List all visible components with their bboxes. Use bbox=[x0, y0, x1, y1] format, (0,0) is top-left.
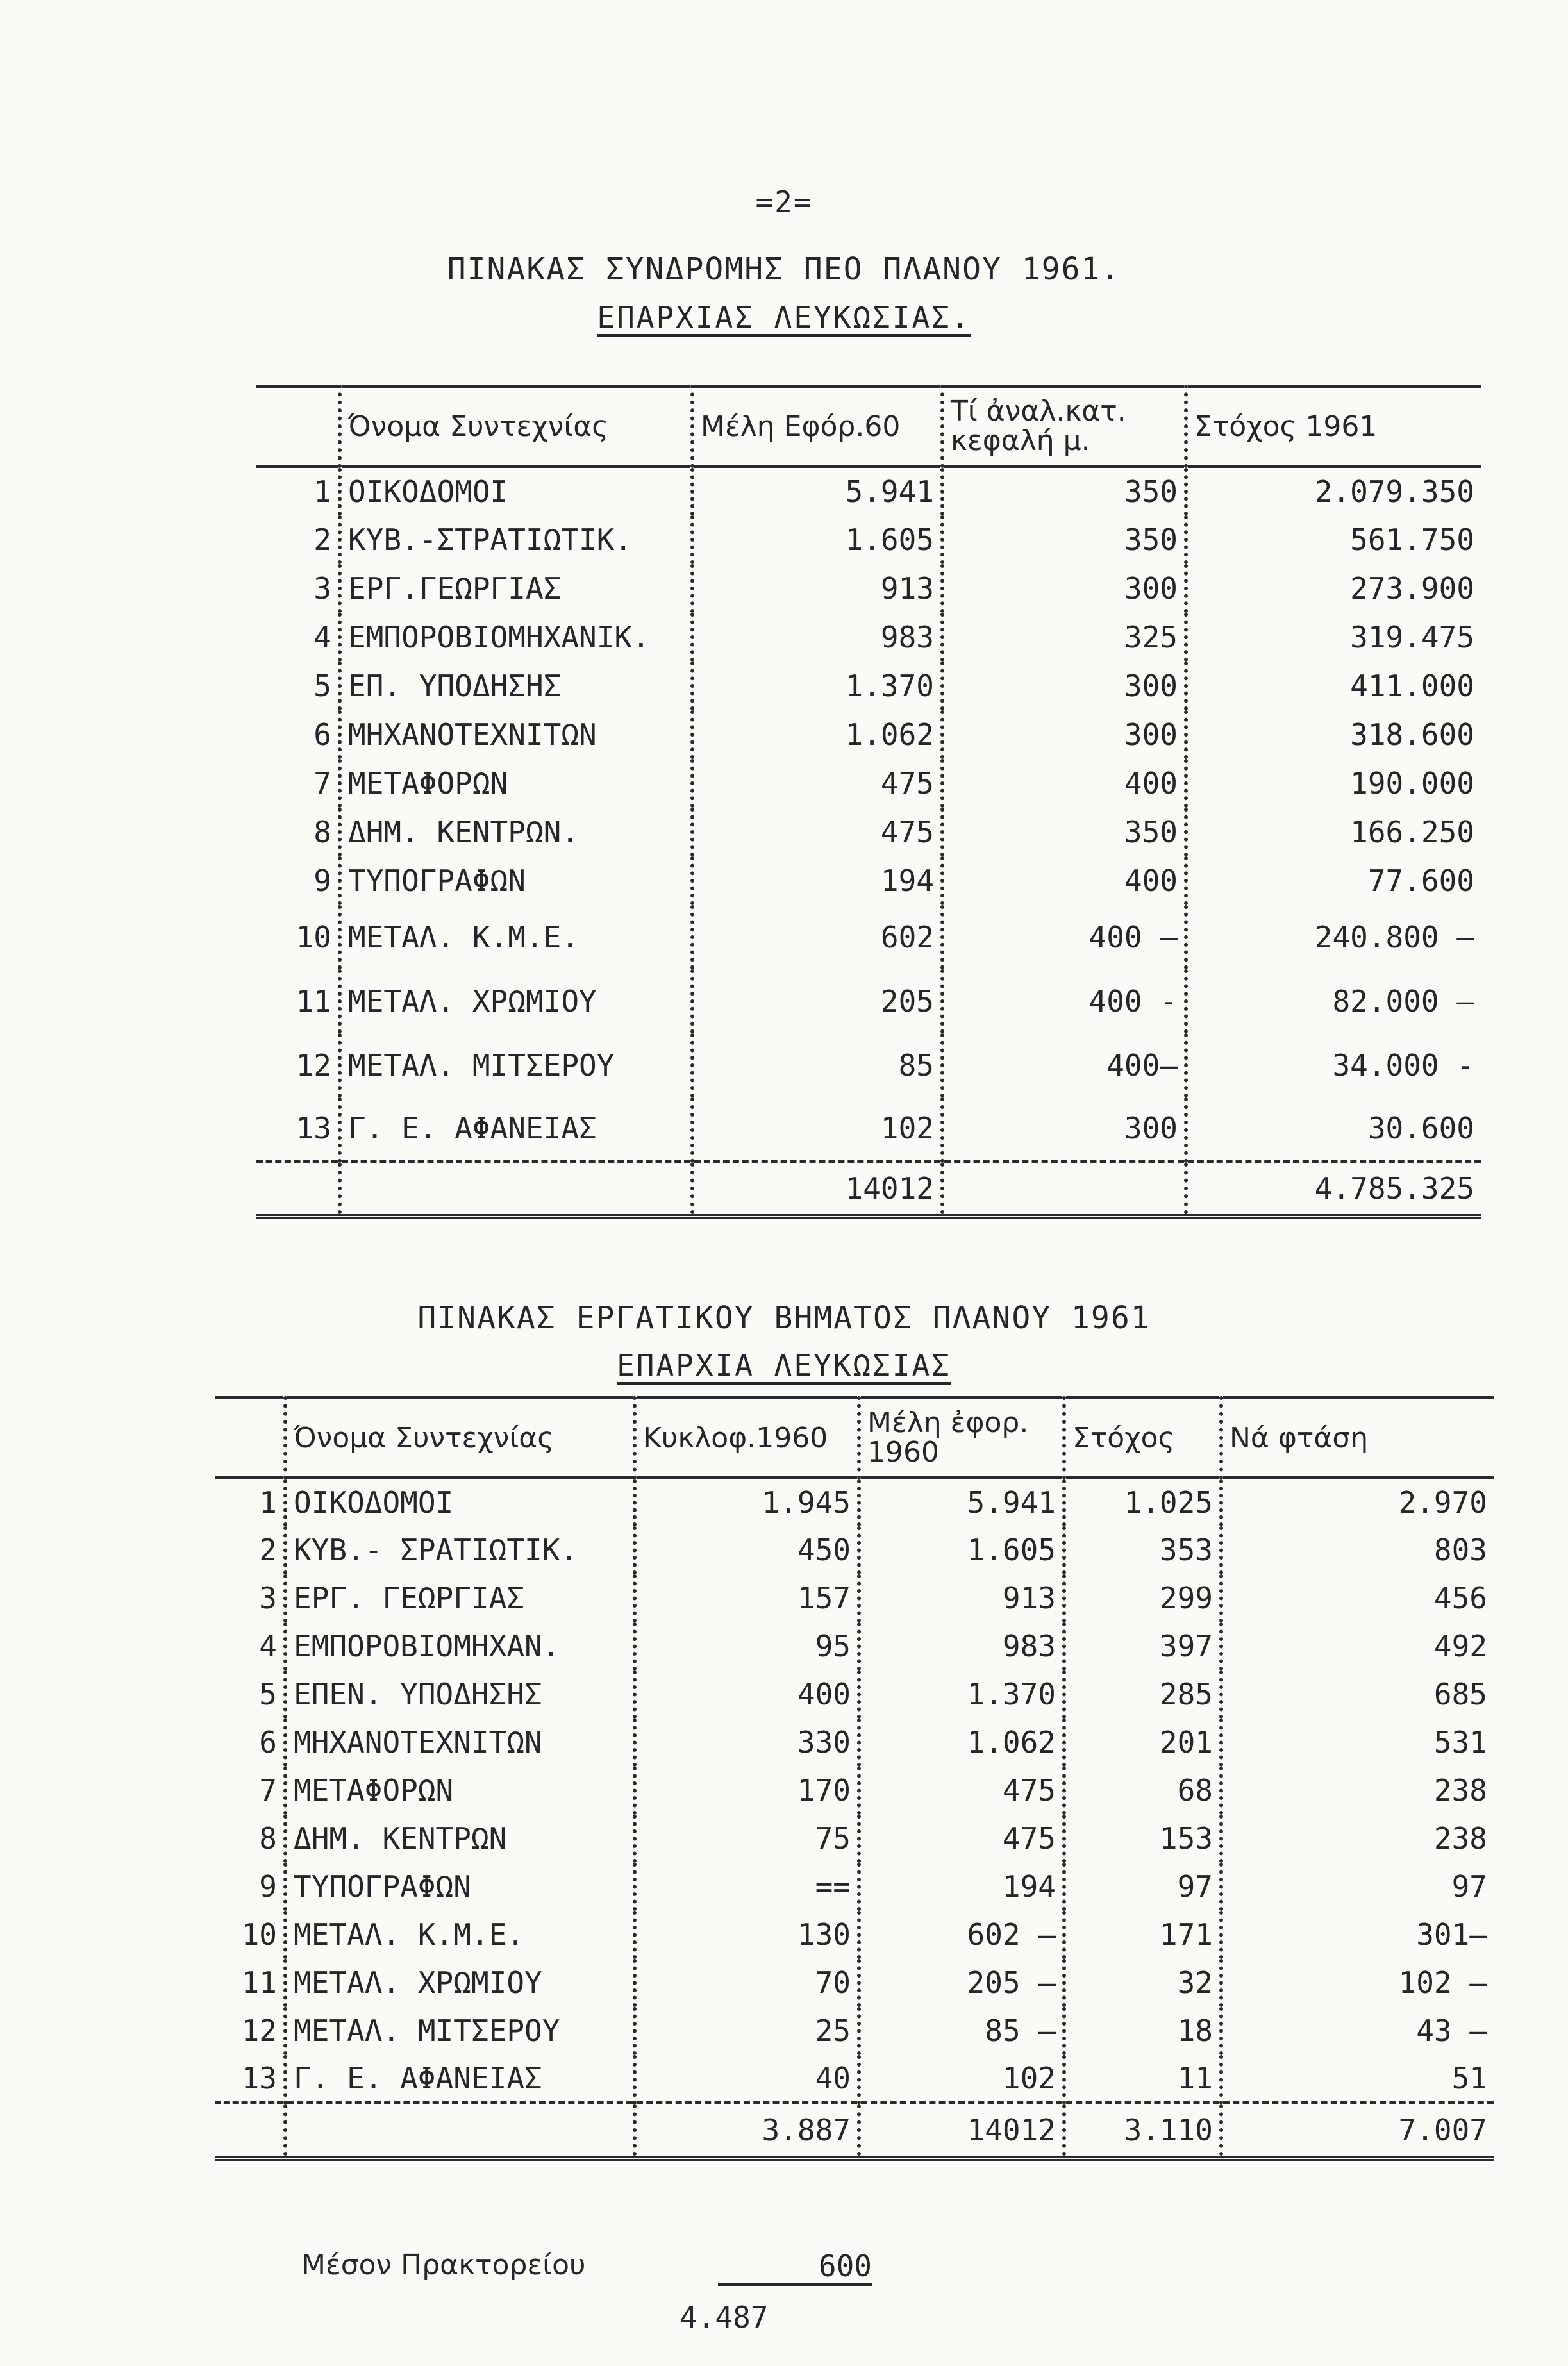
row-reach: 238 bbox=[1221, 1767, 1494, 1815]
row-no: 6 bbox=[313, 717, 331, 752]
row-no: 12 bbox=[296, 1047, 331, 1083]
row-members: 205 bbox=[692, 969, 942, 1033]
table-row bbox=[256, 1097, 1481, 1162]
row-reach: 51 bbox=[1221, 2055, 1494, 2103]
table-row bbox=[215, 2055, 1494, 2103]
row-circulation: 1.945 bbox=[635, 1478, 859, 1526]
row-reach: 301— bbox=[1221, 1911, 1494, 1959]
table-header-row bbox=[256, 387, 1481, 467]
row-target: 319.475 bbox=[1186, 613, 1481, 662]
row-reach: 685 bbox=[1221, 1670, 1494, 1719]
row-target: 166.250 bbox=[1186, 808, 1481, 856]
row-name: ΕΠ. ΥΠΟΔΗΣΗΣ bbox=[340, 662, 692, 710]
row-members: 475 bbox=[692, 759, 942, 808]
row-target: 171 bbox=[1064, 1911, 1221, 1959]
row-per-head: 400— bbox=[942, 1033, 1186, 1097]
row-target: 190.000 bbox=[1186, 759, 1481, 808]
total-members: 14012 bbox=[859, 2103, 1064, 2159]
header-reach: Νά φτάση bbox=[1221, 1398, 1494, 1478]
row-no: 3 bbox=[259, 1581, 277, 1615]
row-members: 102 bbox=[692, 1097, 942, 1162]
table-row bbox=[215, 1815, 1494, 1863]
row-name: ΔΗΜ. ΚΕΝΤΡΩΝ. bbox=[340, 808, 692, 856]
row-members: 475 bbox=[692, 808, 942, 856]
table1-title: ΠΙΝΑΚΑΣ ΣΥΝΔΡΟΜΗΣ ΠΕΟ ΠΛΑΝΟΥ 1961. bbox=[447, 251, 1121, 287]
row-members: 983 bbox=[692, 613, 942, 662]
row-no: 4 bbox=[313, 619, 331, 654]
row-circulation: 95 bbox=[635, 1622, 859, 1670]
table-row bbox=[256, 467, 1481, 515]
row-target: 240.800 — bbox=[1186, 905, 1481, 969]
row-members: 1.605 bbox=[859, 1526, 1064, 1574]
row-name: ΔΗΜ. ΚΕΝΤΡΩΝ bbox=[285, 1815, 635, 1863]
table-row bbox=[215, 1526, 1494, 1574]
row-name: ΜΕΤΑΦΟΡΩΝ bbox=[285, 1767, 635, 1815]
row-per-head: 300 bbox=[942, 1097, 1186, 1162]
row-circulation: 400 bbox=[635, 1670, 859, 1719]
row-members: 602 — bbox=[859, 1911, 1064, 1959]
row-members: 1.605 bbox=[692, 515, 942, 564]
table-row bbox=[215, 1767, 1494, 1815]
row-no: 9 bbox=[259, 1869, 277, 1904]
row-name: ΜΕΤΑΛ. ΜΙΤΣΕΡΟΥ bbox=[285, 2007, 635, 2055]
table-row bbox=[215, 1478, 1494, 1526]
row-members: 475 bbox=[859, 1815, 1064, 1863]
table-row bbox=[215, 1911, 1494, 1959]
row-circulation: 157 bbox=[635, 1574, 859, 1622]
row-reach: 102 — bbox=[1221, 1959, 1494, 2007]
row-name: ΚΥΒ.-ΣΤΡΑΤΙΩΤΙΚ. bbox=[340, 515, 692, 564]
header-members: Μέλη Εφόρ.60 bbox=[692, 387, 942, 467]
row-target: 273.900 bbox=[1186, 564, 1481, 613]
row-per-head: 350 bbox=[942, 515, 1186, 564]
table2-subtitle-wrap bbox=[0, 1348, 1568, 1383]
row-per-head: 325 bbox=[942, 613, 1186, 662]
row-name: ΕΡΓ.ΓΕΩΡΓΙΑΣ bbox=[340, 564, 692, 613]
row-circulation: == bbox=[635, 1863, 859, 1911]
row-name: ΜΕΤΑΛ. ΜΙΤΣΕΡΟΥ bbox=[340, 1033, 692, 1097]
row-no: 1 bbox=[313, 474, 331, 509]
total-blank bbox=[285, 2103, 635, 2159]
row-no: 10 bbox=[241, 1917, 277, 1952]
row-reach: 456 bbox=[1221, 1574, 1494, 1622]
total-blank bbox=[340, 1162, 692, 1217]
row-members: 1.370 bbox=[692, 662, 942, 710]
row-per-head: 300 bbox=[942, 564, 1186, 613]
row-per-head: 400 — bbox=[942, 905, 1186, 969]
row-circulation: 75 bbox=[635, 1815, 859, 1863]
row-target: 1.025 bbox=[1064, 1478, 1221, 1526]
row-per-head: 300 bbox=[942, 710, 1186, 759]
row-target: 153 bbox=[1064, 1815, 1221, 1863]
table-row bbox=[215, 1622, 1494, 1670]
header-name: Όνομα Συντεχνίας bbox=[340, 387, 692, 467]
totals-row bbox=[256, 1162, 1481, 1217]
row-reach: 531 bbox=[1221, 1719, 1494, 1767]
row-members: 85 — bbox=[859, 2007, 1064, 2055]
row-target: 2.079.350 bbox=[1186, 467, 1481, 515]
row-target: 30.600 bbox=[1186, 1097, 1481, 1162]
row-circulation: 40 bbox=[635, 2055, 859, 2103]
table-row bbox=[215, 1863, 1494, 1911]
row-members: 913 bbox=[692, 564, 942, 613]
row-no: 11 bbox=[241, 1965, 277, 2000]
row-target: 397 bbox=[1064, 1622, 1221, 1670]
row-reach: 803 bbox=[1221, 1526, 1494, 1574]
row-target: 77.600 bbox=[1186, 856, 1481, 905]
table-row bbox=[256, 613, 1481, 662]
row-no: 12 bbox=[241, 2013, 277, 2048]
row-no: 4 bbox=[259, 1629, 277, 1663]
header-target: Στόχος 1961 bbox=[1186, 387, 1481, 467]
row-name: Γ. Ε. ΑΦΑΝΕΙΑΣ bbox=[340, 1097, 692, 1162]
row-name: ΜΕΤΑΛ. Κ.Μ.Ε. bbox=[340, 905, 692, 969]
row-members: 475 bbox=[859, 1767, 1064, 1815]
row-target: 299 bbox=[1064, 1574, 1221, 1622]
table-row bbox=[256, 905, 1481, 969]
row-target: 411.000 bbox=[1186, 662, 1481, 710]
row-name: ΜΗΧΑΝΟΤΕΧΝΙΤΩΝ bbox=[340, 710, 692, 759]
row-no: 1 bbox=[259, 1485, 277, 1520]
row-members: 85 bbox=[692, 1033, 942, 1097]
header-members: Μέλη ἐφορ. 1960 bbox=[859, 1398, 1064, 1478]
row-no: 8 bbox=[313, 814, 331, 849]
row-reach: 238 bbox=[1221, 1815, 1494, 1863]
row-target: 201 bbox=[1064, 1719, 1221, 1767]
row-members: 913 bbox=[859, 1574, 1064, 1622]
row-name: ΜΕΤΑΦΟΡΩΝ bbox=[340, 759, 692, 808]
row-no: 2 bbox=[259, 1533, 277, 1567]
row-target: 318.600 bbox=[1186, 710, 1481, 759]
row-target: 82.000 — bbox=[1186, 969, 1481, 1033]
row-target: 32 bbox=[1064, 1959, 1221, 2007]
table-row bbox=[256, 564, 1481, 613]
row-circulation: 330 bbox=[635, 1719, 859, 1767]
row-per-head: 300 bbox=[942, 662, 1186, 710]
row-members: 205 — bbox=[859, 1959, 1064, 2007]
office-value: 600 bbox=[718, 2249, 872, 2286]
row-circulation: 25 bbox=[635, 2007, 859, 2055]
table1-subtitle: ΕΠΑΡΧΙΑΣ ΛΕΥΚΩΣΙΑΣ. bbox=[597, 300, 971, 335]
row-target: 18 bbox=[1064, 2007, 1221, 2055]
total-blank bbox=[256, 1162, 340, 1217]
row-target: 34.000 - bbox=[1186, 1033, 1481, 1097]
row-no: 6 bbox=[259, 1725, 277, 1760]
table2-subtitle: ΕΠΑΡΧΙΑ ΛΕΥΚΩΣΙΑΣ bbox=[617, 1348, 951, 1383]
page-number: =2= bbox=[755, 185, 813, 219]
row-members: 102 bbox=[859, 2055, 1064, 2103]
total-circulation: 3.887 bbox=[635, 2103, 859, 2159]
row-circulation: 450 bbox=[635, 1526, 859, 1574]
row-name: ΤΥΠΟΓΡΑΦΩΝ bbox=[340, 856, 692, 905]
table-row bbox=[256, 662, 1481, 710]
row-reach: 492 bbox=[1221, 1622, 1494, 1670]
row-name: ΚΥΒ.- ΣΡΑΤΙΩΤΙΚ. bbox=[285, 1526, 635, 1574]
total-members: 14012 bbox=[692, 1162, 942, 1217]
row-members: 1.062 bbox=[859, 1719, 1064, 1767]
row-members: 1.370 bbox=[859, 1670, 1064, 1719]
row-name: ΜΕΤΑΛ. ΧΡΩΜΙΟΥ bbox=[285, 1959, 635, 2007]
header-name: Όνομα Συντεχνίας bbox=[285, 1398, 635, 1478]
office-label: Μέσον Πρακτορείου bbox=[301, 2249, 586, 2281]
total-target: 3.110 bbox=[1064, 2103, 1221, 2159]
row-name: ΜΕΤΑΛ. Κ.Μ.Ε. bbox=[285, 1911, 635, 1959]
row-name: ΜΗΧΑΝΟΤΕΧΝΙΤΩΝ bbox=[285, 1719, 635, 1767]
row-name: Γ. Ε. ΑΦΑΝΕΙΑΣ bbox=[285, 2055, 635, 2103]
table-row bbox=[256, 515, 1481, 564]
row-target: 97 bbox=[1064, 1863, 1221, 1911]
row-no: 10 bbox=[296, 919, 331, 954]
row-members: 194 bbox=[859, 1863, 1064, 1911]
row-no: 9 bbox=[313, 863, 331, 898]
table-row bbox=[215, 1719, 1494, 1767]
row-target: 11 bbox=[1064, 2055, 1221, 2103]
row-circulation: 70 bbox=[635, 1959, 859, 2007]
table-row bbox=[215, 1959, 1494, 2007]
row-name: ΜΕΤΑΛ. ΧΡΩΜΙΟΥ bbox=[340, 969, 692, 1033]
row-circulation: 170 bbox=[635, 1767, 859, 1815]
row-per-head: 350 bbox=[942, 808, 1186, 856]
row-target: 68 bbox=[1064, 1767, 1221, 1815]
row-per-head: 350 bbox=[942, 467, 1186, 515]
row-no: 13 bbox=[296, 1111, 331, 1146]
table-row bbox=[256, 759, 1481, 808]
subscription-table bbox=[256, 385, 1481, 1219]
header-circulation: Κυκλοφ.1960 bbox=[635, 1398, 859, 1478]
table-row bbox=[256, 856, 1481, 905]
table-row bbox=[215, 1574, 1494, 1622]
worker-step-table bbox=[215, 1396, 1494, 2161]
row-no: 7 bbox=[313, 765, 331, 801]
header-no bbox=[215, 1398, 285, 1478]
table-row bbox=[256, 808, 1481, 856]
row-members: 983 bbox=[859, 1622, 1064, 1670]
row-members: 5.941 bbox=[859, 1478, 1064, 1526]
row-per-head: 400 - bbox=[942, 969, 1186, 1033]
row-no: 11 bbox=[296, 983, 331, 1019]
header-target: Στόχος bbox=[1064, 1398, 1221, 1478]
row-no: 3 bbox=[313, 571, 331, 606]
row-members: 1.062 bbox=[692, 710, 942, 759]
total-blank bbox=[942, 1162, 1186, 1217]
header-no bbox=[256, 387, 340, 467]
row-members: 194 bbox=[692, 856, 942, 905]
table-row bbox=[215, 2007, 1494, 2055]
table-row bbox=[256, 1033, 1481, 1097]
row-no: 8 bbox=[259, 1821, 277, 1856]
row-name: ΟΙΚΟΔΟΜΟΙ bbox=[340, 467, 692, 515]
row-per-head: 400 bbox=[942, 856, 1186, 905]
row-target: 285 bbox=[1064, 1670, 1221, 1719]
row-per-head: 400 bbox=[942, 759, 1186, 808]
grand-total: 4.487 bbox=[680, 2300, 769, 2335]
total-target: 4.785.325 bbox=[1186, 1162, 1481, 1217]
row-name: ΕΜΠΟΡΟΒΙΟΜΗΧΑΝ. bbox=[285, 1622, 635, 1670]
total-reach: 7.007 bbox=[1221, 2103, 1494, 2159]
row-target: 353 bbox=[1064, 1526, 1221, 1574]
row-name: ΕΜΠΟΡΟΒΙΟΜΗΧΑΝΙΚ. bbox=[340, 613, 692, 662]
row-no: 13 bbox=[241, 2060, 277, 2095]
table1-subtitle-wrap bbox=[0, 300, 1568, 335]
totals-row bbox=[215, 2103, 1494, 2159]
row-no: 5 bbox=[259, 1677, 277, 1712]
row-name: ΕΡΓ. ΓΕΩΡΓΙΑΣ bbox=[285, 1574, 635, 1622]
table-row bbox=[256, 969, 1481, 1033]
header-per-head: Τί ἀναλ.κατ. κεφαλή μ. bbox=[942, 387, 1186, 467]
row-reach: 2.970 bbox=[1221, 1478, 1494, 1526]
table-header-row bbox=[215, 1398, 1494, 1478]
row-reach: 43 — bbox=[1221, 2007, 1494, 2055]
row-name: ΕΠΕΝ. ΥΠΟΔΗΣΗΣ bbox=[285, 1670, 635, 1719]
row-circulation: 130 bbox=[635, 1911, 859, 1959]
table-row bbox=[256, 710, 1481, 759]
row-name: ΤΥΠΟΓΡΑΦΩΝ bbox=[285, 1863, 635, 1911]
row-reach: 97 bbox=[1221, 1863, 1494, 1911]
table2-title: ΠΙΝΑΚΑΣ ΕΡΓΑΤΙΚΟΥ ΒΗΜΑΤΟΣ ΠΛΑΝΟΥ 1961 bbox=[417, 1300, 1151, 1336]
row-no: 5 bbox=[313, 668, 331, 703]
total-blank bbox=[215, 2103, 285, 2159]
row-members: 5.941 bbox=[692, 467, 942, 515]
row-members: 602 bbox=[692, 905, 942, 969]
row-no: 2 bbox=[313, 522, 331, 557]
row-name: ΟΙΚΟΔΟΜΟΙ bbox=[285, 1478, 635, 1526]
table-row bbox=[215, 1670, 1494, 1719]
row-no: 7 bbox=[259, 1773, 277, 1808]
row-target: 561.750 bbox=[1186, 515, 1481, 564]
